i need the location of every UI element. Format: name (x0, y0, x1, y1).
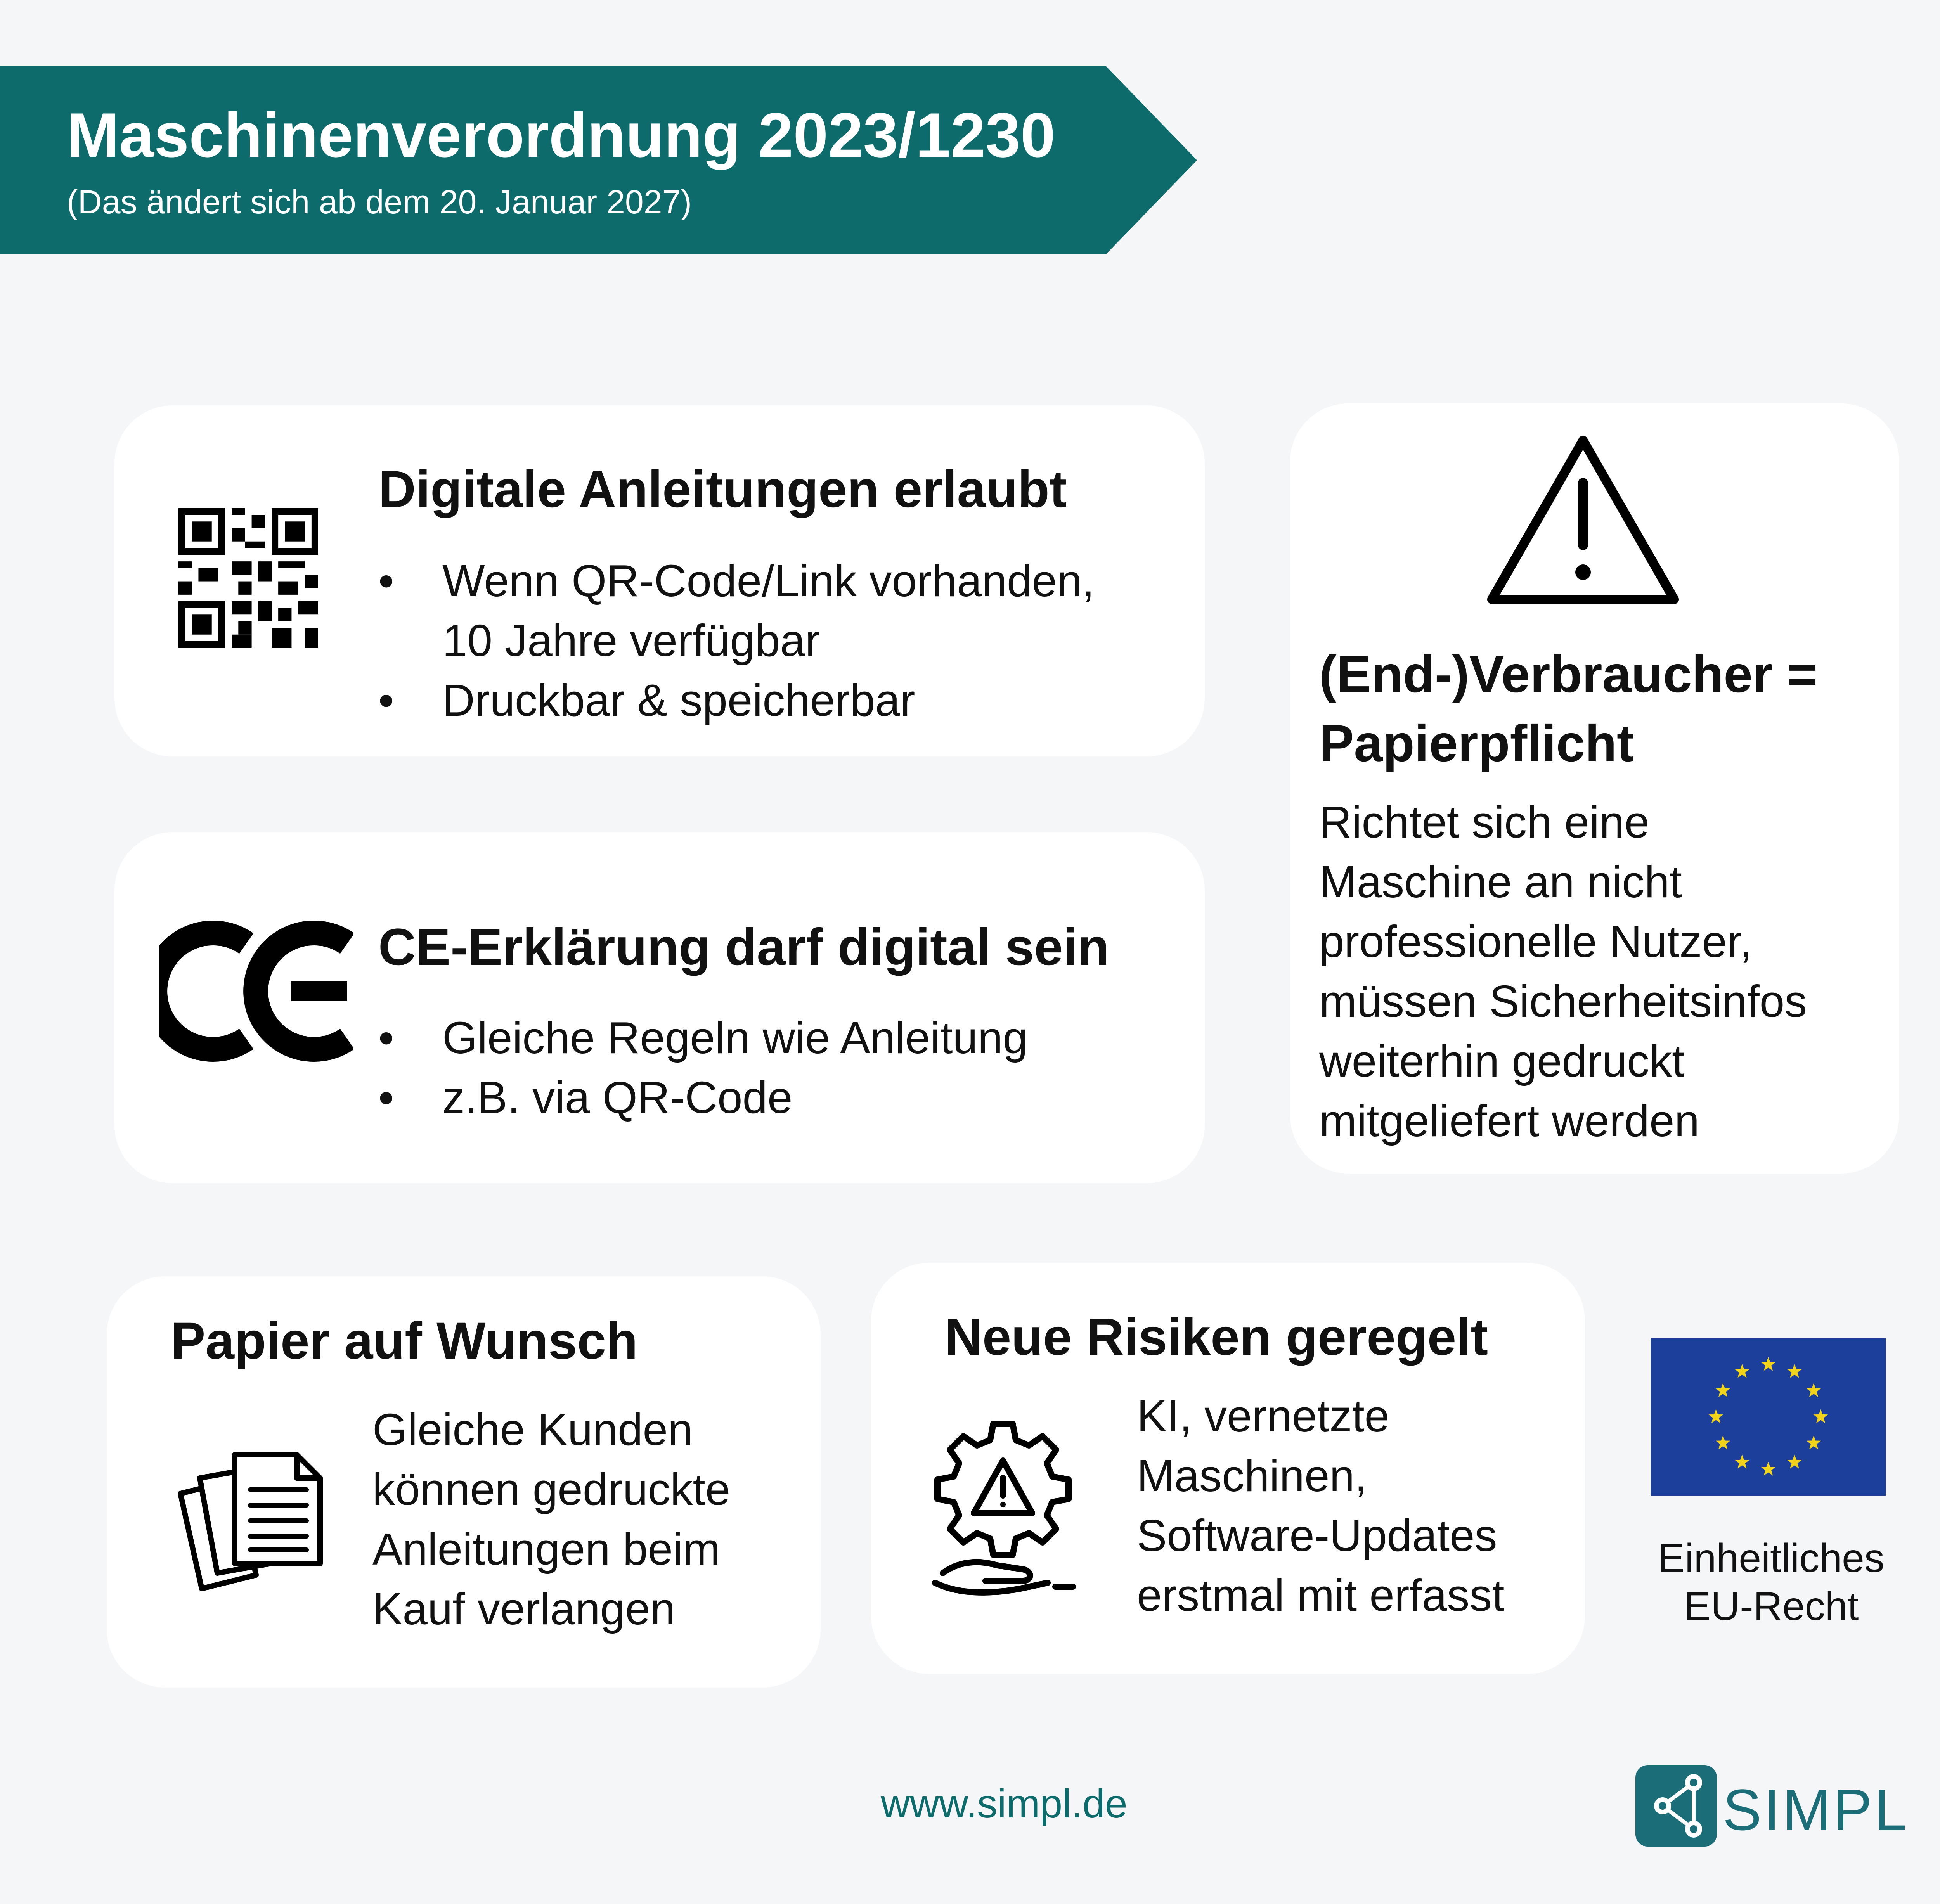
card-title-ce: CE-Erklärung darf digital sein (378, 918, 1109, 976)
page-title: Maschinenverordnung 2023/1230 (67, 100, 1056, 170)
card-title-risks: Neue Risiken geregelt (945, 1308, 1488, 1366)
simpl-logo-text: SIMPL (1723, 1777, 1909, 1842)
card-text-consumer: Richtet sich eine Maschine an nicht professionelle Nutzer, müssen Sicherheitsinfos weiterhin gedruckt mitgeliefert werden (1319, 797, 1807, 1146)
documents-stack-icon (177, 1447, 332, 1598)
simpl-logo-icon (1635, 1765, 1717, 1847)
bullet-list-ce (378, 1008, 1174, 1127)
card-text-paper: Gleiche Kunden können gedruckte Anleitungen beim Kauf verlangen (372, 1404, 731, 1634)
footer-url-link[interactable]: www.simpl.de (881, 1781, 1128, 1826)
gear-warning-hand-icon (927, 1416, 1079, 1598)
card-title-paper: Papier auf Wunsch (171, 1312, 638, 1370)
list-item: • z.B. via QR-Code (378, 1072, 793, 1123)
list-item: • Wenn QR-Code/Link vorhanden, 10 Jahre verfügbar (378, 556, 1095, 666)
list-item: • Druckbar & speicherbar (378, 675, 915, 725)
card-title-consumer: (End-)Verbraucher = Papierpflicht (1319, 646, 1818, 772)
qr-code-icon (178, 508, 318, 648)
bullet-list-digital (378, 551, 1174, 730)
card-text-risks: KI, vernetzte Maschinen, Software-Updates erstmal mit erfasst (1137, 1391, 1505, 1620)
page-subtitle: (Das ändert sich ab dem 20. Januar 2027) (67, 183, 692, 221)
ce-mark-icon (159, 919, 353, 1063)
eu-caption: Einheitliches EU-Recht (1658, 1536, 1885, 1629)
warning-triangle-icon (1482, 429, 1684, 611)
list-item: • Gleiche Regeln wie Anleitung (378, 1013, 1028, 1063)
eu-flag-icon (1651, 1338, 1886, 1496)
card-title-digital: Digitale Anleitungen erlaubt (378, 460, 1067, 518)
